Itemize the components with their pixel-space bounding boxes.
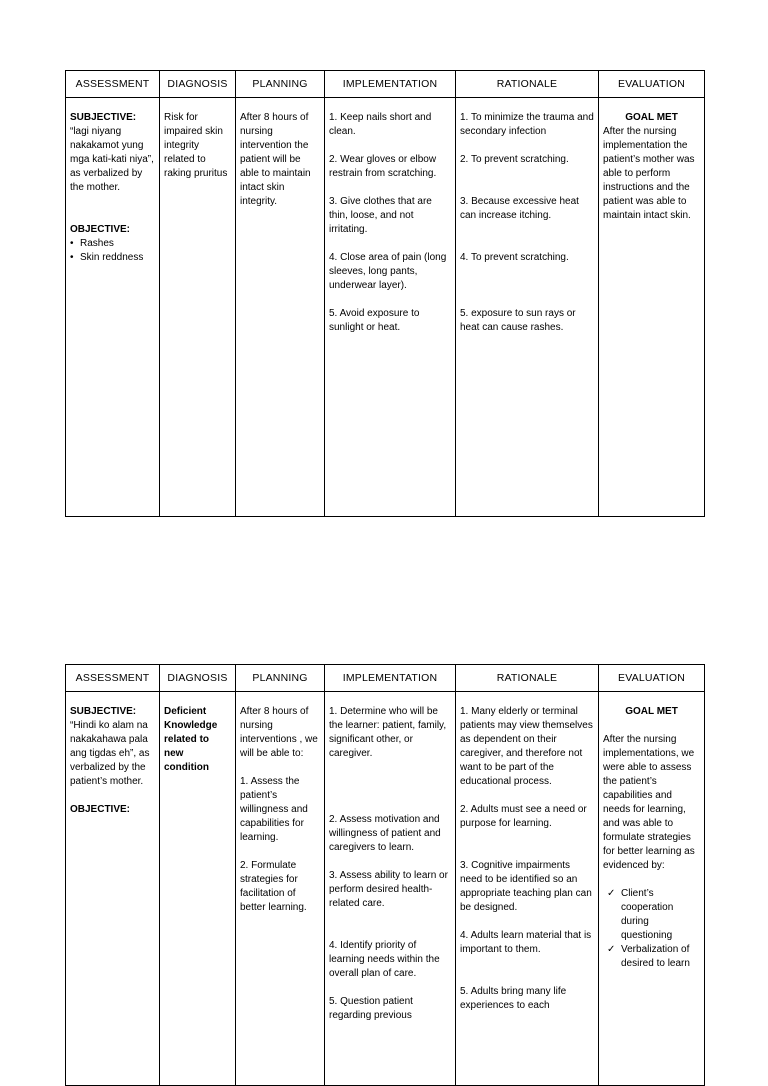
objective-list [70,237,155,265]
planning-intro: After 8 hours of nursing interventions , we will be able to: [240,706,318,759]
evaluation-cell [599,98,705,517]
list-item: 3. Give clothes that are thin, loose, and not irritating. [329,196,432,235]
evaluation-cell [599,692,705,1086]
header-diagnosis: DIAGNOSIS [160,665,236,692]
assessment-cell [66,98,160,517]
header-assessment: ASSESSMENT [66,665,160,692]
list-item: 5. exposure to sun rays or heat can cause rashes. [460,308,576,333]
implementation-cell [325,98,456,517]
goal-met-heading: GOAL MET [625,706,678,717]
objective-label: OBJECTIVE: [70,804,131,815]
subjective-label: SUBJECTIVE: [70,112,137,123]
rationale-cell [456,98,599,517]
table-header-row [66,71,705,98]
list-item: 5. Question patient regarding previous [329,996,413,1021]
evidence-list [603,887,700,971]
header-rationale: RATIONALE [456,665,599,692]
list-item: • Rashes [70,237,155,251]
goal-met-heading: GOAL MET [625,112,678,123]
table-header-row [66,665,705,692]
rationale-cell [456,692,599,1086]
list-item: 3. Cognitive impairments need to be identified so an appropriate teaching plan can be designed. [460,860,592,913]
list-item: 4. Adults learn material that is important to them. [460,930,592,955]
objective-label: OBJECTIVE: [70,224,131,235]
list-item: 2. Formulate strategies for facilitation of better learning. [240,860,307,913]
planning-text: After 8 hours of nursing intervention the patient will be able to maintain intact skin integrity. [240,112,311,207]
header-planning: PLANNING [236,71,325,98]
list-item: 1. Determine who will be the learner: patient, family, significant other, or caregiver. [329,706,447,759]
list-item: 4. To prevent scratching. [460,252,569,263]
list-item: 2. Wear gloves or elbow restrain from scratching. [329,154,437,179]
diagnosis-cell [160,98,236,517]
list-item: 2. Assess motivation and willingness of patient and caregivers to learn. [329,814,441,853]
diagnosis-text: Deficient Knowledge related to new condition [164,706,218,773]
header-implementation: IMPLEMENTATION [325,665,456,692]
care-plan-table-1 [65,70,705,517]
subjective-label: SUBJECTIVE: [70,706,137,717]
header-diagnosis: DIAGNOSIS [160,71,236,98]
header-planning: PLANNING [236,665,325,692]
evaluation-text: After the nursing implementation the patient’s mother was able to perform instructions and the patient was able to maintain intact skin. [603,126,695,221]
list-item: 4. Identify priority of learning needs within the overall plan of care. [329,940,440,979]
list-item: 3. Assess ability to learn or perform desired health-related care. [329,870,448,909]
header-evaluation: EVALUATION [599,71,705,98]
header-assessment: ASSESSMENT [66,71,160,98]
diagnosis-cell [160,692,236,1086]
header-implementation: IMPLEMENTATION [325,71,456,98]
list-item: 1. To minimize the trauma and secondary infection [460,112,594,137]
list-item: 2. To prevent scratching. [460,154,569,165]
subjective-text: “Hindi ko alam na nakakahawa pala ang tigdas eh”, as verbalized by the patient’s mother. [70,720,150,787]
list-item: 1. Assess the patient’s willingness and capabilities for learning. [240,776,308,843]
list-item: 5. Adults bring many life experiences to each [460,986,567,1011]
list-item: • Skin reddness [70,251,155,265]
evaluation-text: After the nursing implementations, we were able to assess the patient’s capabilities and needs for learning, and was able to formulate strategies for better learning as evidenced by: [603,734,695,871]
list-item: 4. Close area of pain (long sleeves, long pants, underwear layer). [329,252,447,291]
header-rationale: RATIONALE [456,71,599,98]
list-item: 1. Keep nails short and clean. [329,112,432,137]
list-item: 5. Avoid exposure to sunlight or heat. [329,308,420,333]
header-evaluation: EVALUATION [599,665,705,692]
list-item: 2. Adults must see a need or purpose for learning. [460,804,587,829]
diagnosis-text: Risk for impaired skin integrity related to raking pruritus [164,112,228,179]
implementation-cell [325,692,456,1086]
list-item: ✓ Verbalization of desired to learn [607,943,700,971]
table-row [66,692,705,1086]
assessment-cell [66,692,160,1086]
list-item: 3. Because excessive heat can increase itching. [460,196,579,221]
list-item: 1. Many elderly or terminal patients may view themselves as dependent on their caregiver, and therefore not want to be part of the educational process. [460,706,593,787]
planning-cell [236,98,325,517]
planning-cell [236,692,325,1086]
table-row [66,98,705,517]
subjective-text: “lagi niyang nakakamot yung mga kati-kati niya”, as verbalized by the mother. [70,126,154,193]
list-item: ✓ Client’s cooperation during questioning [607,887,700,943]
care-plan-table-2 [65,664,705,1086]
